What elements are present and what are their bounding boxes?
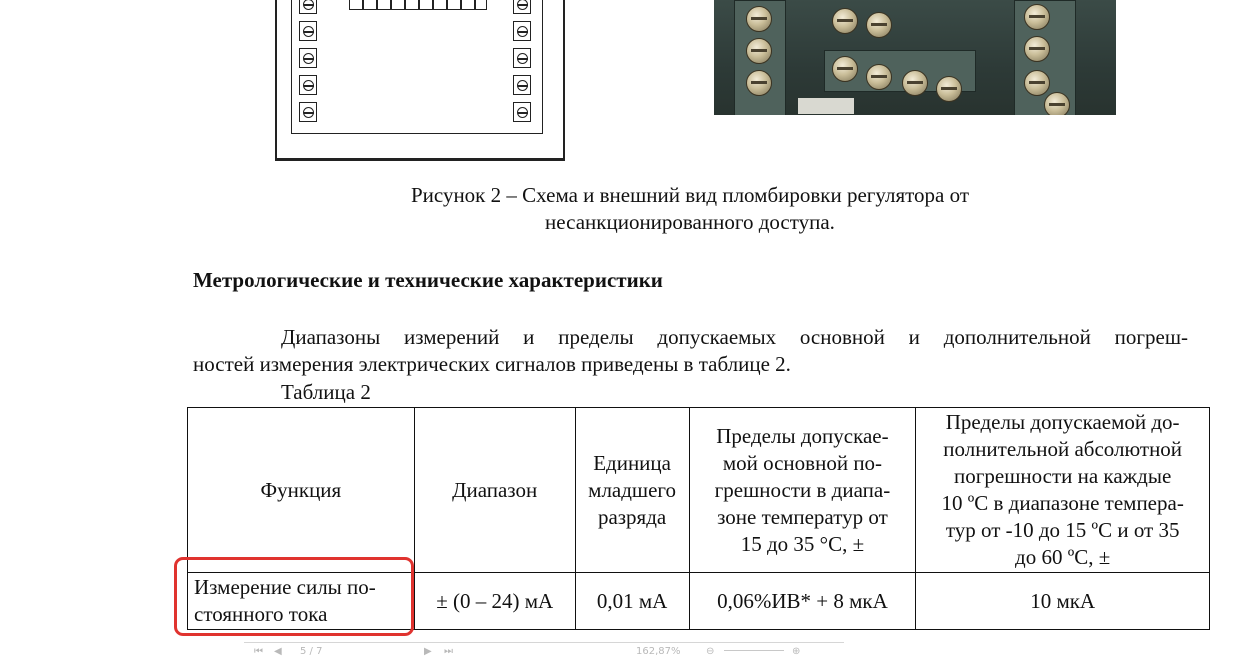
schematic-right-terminals <box>513 0 535 129</box>
screw-icon <box>936 76 962 102</box>
screw-icon <box>1024 4 1050 30</box>
header-basic-error-line: грешности в диапа- <box>714 477 891 502</box>
schematic-inner-frame <box>291 0 543 134</box>
header-additional-error-line: тур от -10 до 15 ºС и от 35 <box>945 518 1180 542</box>
viewer-toolbar <box>244 642 844 657</box>
zoom-slider[interactable] <box>724 650 784 651</box>
screw-icon <box>1024 36 1050 62</box>
paragraph-line1: Диапазоны измерений и пределы допускаемых основной и дополнительной погреш- <box>281 325 1188 349</box>
schematic-top-terminal-strip <box>349 0 487 10</box>
screw-icon <box>746 70 772 96</box>
terminal-screw-icon <box>299 0 317 14</box>
terminal-screw-icon <box>513 48 531 68</box>
header-basic-error-line: мой основной по- <box>722 450 883 475</box>
section-heading: Метрологические и технические характеристики <box>193 268 663 292</box>
figure-caption-line1: Рисунок 2 – Схема и внешний вид пломбировки регулятора от <box>410 183 970 207</box>
screw-icon <box>746 6 772 32</box>
header-range-text: Диапазон <box>452 477 538 502</box>
header-additional-error-line: до 60 ºС, ± <box>1015 545 1111 569</box>
header-unit <box>575 408 689 573</box>
header-basic-error-line: зоне температур от <box>717 504 888 529</box>
zoom-out-icon[interactable]: ⊖ <box>706 646 715 657</box>
screw-icon <box>1044 92 1070 115</box>
next-page-icon[interactable]: ▶ <box>424 646 432 657</box>
zoom-in-icon[interactable]: ⊕ <box>792 646 801 657</box>
schematic-left-terminals <box>299 0 321 129</box>
screw-icon <box>1024 70 1050 96</box>
terminal-block-photo <box>714 0 1116 115</box>
screw-icon <box>832 56 858 82</box>
paragraph-line2: ностей измерения электрических сигналов приведены в таблице 2. <box>193 352 791 376</box>
header-basic-error <box>689 408 916 573</box>
terminal-screw-icon <box>299 21 317 41</box>
photo-marking-label <box>798 98 854 114</box>
zoom-level[interactable]: 162,87% <box>636 646 681 657</box>
header-additional-error-line: полнительной абсолютной <box>943 437 1183 461</box>
header-basic-error-line: 15 до 35 °С, ± <box>740 531 865 556</box>
page-number-field[interactable]: 5 / 7 <box>300 646 323 657</box>
terminal-screw-icon <box>513 21 531 41</box>
screw-icon <box>866 12 892 38</box>
header-unit-line: Единица <box>593 450 671 475</box>
cell-unit: 0,01 мА <box>575 573 689 630</box>
header-unit-line: младшего <box>588 477 677 502</box>
screw-icon <box>902 70 928 96</box>
header-unit-line: разряда <box>597 504 667 529</box>
terminal-screw-icon <box>299 75 317 95</box>
header-basic-error-line: Пределы допускае- <box>716 423 889 448</box>
first-page-icon[interactable]: ⏮ <box>254 646 263 657</box>
figure-caption-line2: несанкционированного доступа. <box>545 210 835 234</box>
cell-basic-error: 0,06%ИВ* + 8 мкА <box>689 573 916 630</box>
terminal-screw-icon <box>299 48 317 68</box>
cell-additional-error: 10 мкА <box>916 573 1210 630</box>
header-additional-error-line: 10 ºС в диапазоне темпера- <box>941 491 1184 515</box>
schematic-bezel <box>275 146 565 161</box>
highlight-annotation <box>174 557 414 636</box>
terminal-screw-icon <box>513 102 531 122</box>
terminal-screw-icon <box>299 102 317 122</box>
table-label: Таблица 2 <box>281 380 371 404</box>
screw-icon <box>866 64 892 90</box>
cell-range: ± (0 – 24) мА <box>414 573 575 630</box>
function-line1: Измерение силы по- <box>194 575 376 599</box>
last-page-icon[interactable]: ⏭ <box>444 646 453 657</box>
terminal-schematic-figure <box>273 0 573 166</box>
section-paragraph <box>193 324 1188 378</box>
header-additional-error-line: Пределы допускаемой до- <box>945 410 1180 434</box>
prev-page-icon[interactable]: ◀ <box>274 646 282 657</box>
table-header-row <box>188 408 1210 573</box>
header-additional-error-line: погрешности на каждые <box>954 464 1172 488</box>
header-function <box>188 408 415 573</box>
screw-icon <box>746 38 772 64</box>
function-line2: стоянного тока <box>194 602 328 626</box>
terminal-screw-icon <box>513 0 531 14</box>
terminal-screw-icon <box>513 75 531 95</box>
figure-caption <box>240 182 1140 236</box>
screw-icon <box>832 8 858 34</box>
header-additional-error <box>916 408 1210 573</box>
header-function-text: Функция <box>260 477 342 502</box>
header-range <box>414 408 575 573</box>
